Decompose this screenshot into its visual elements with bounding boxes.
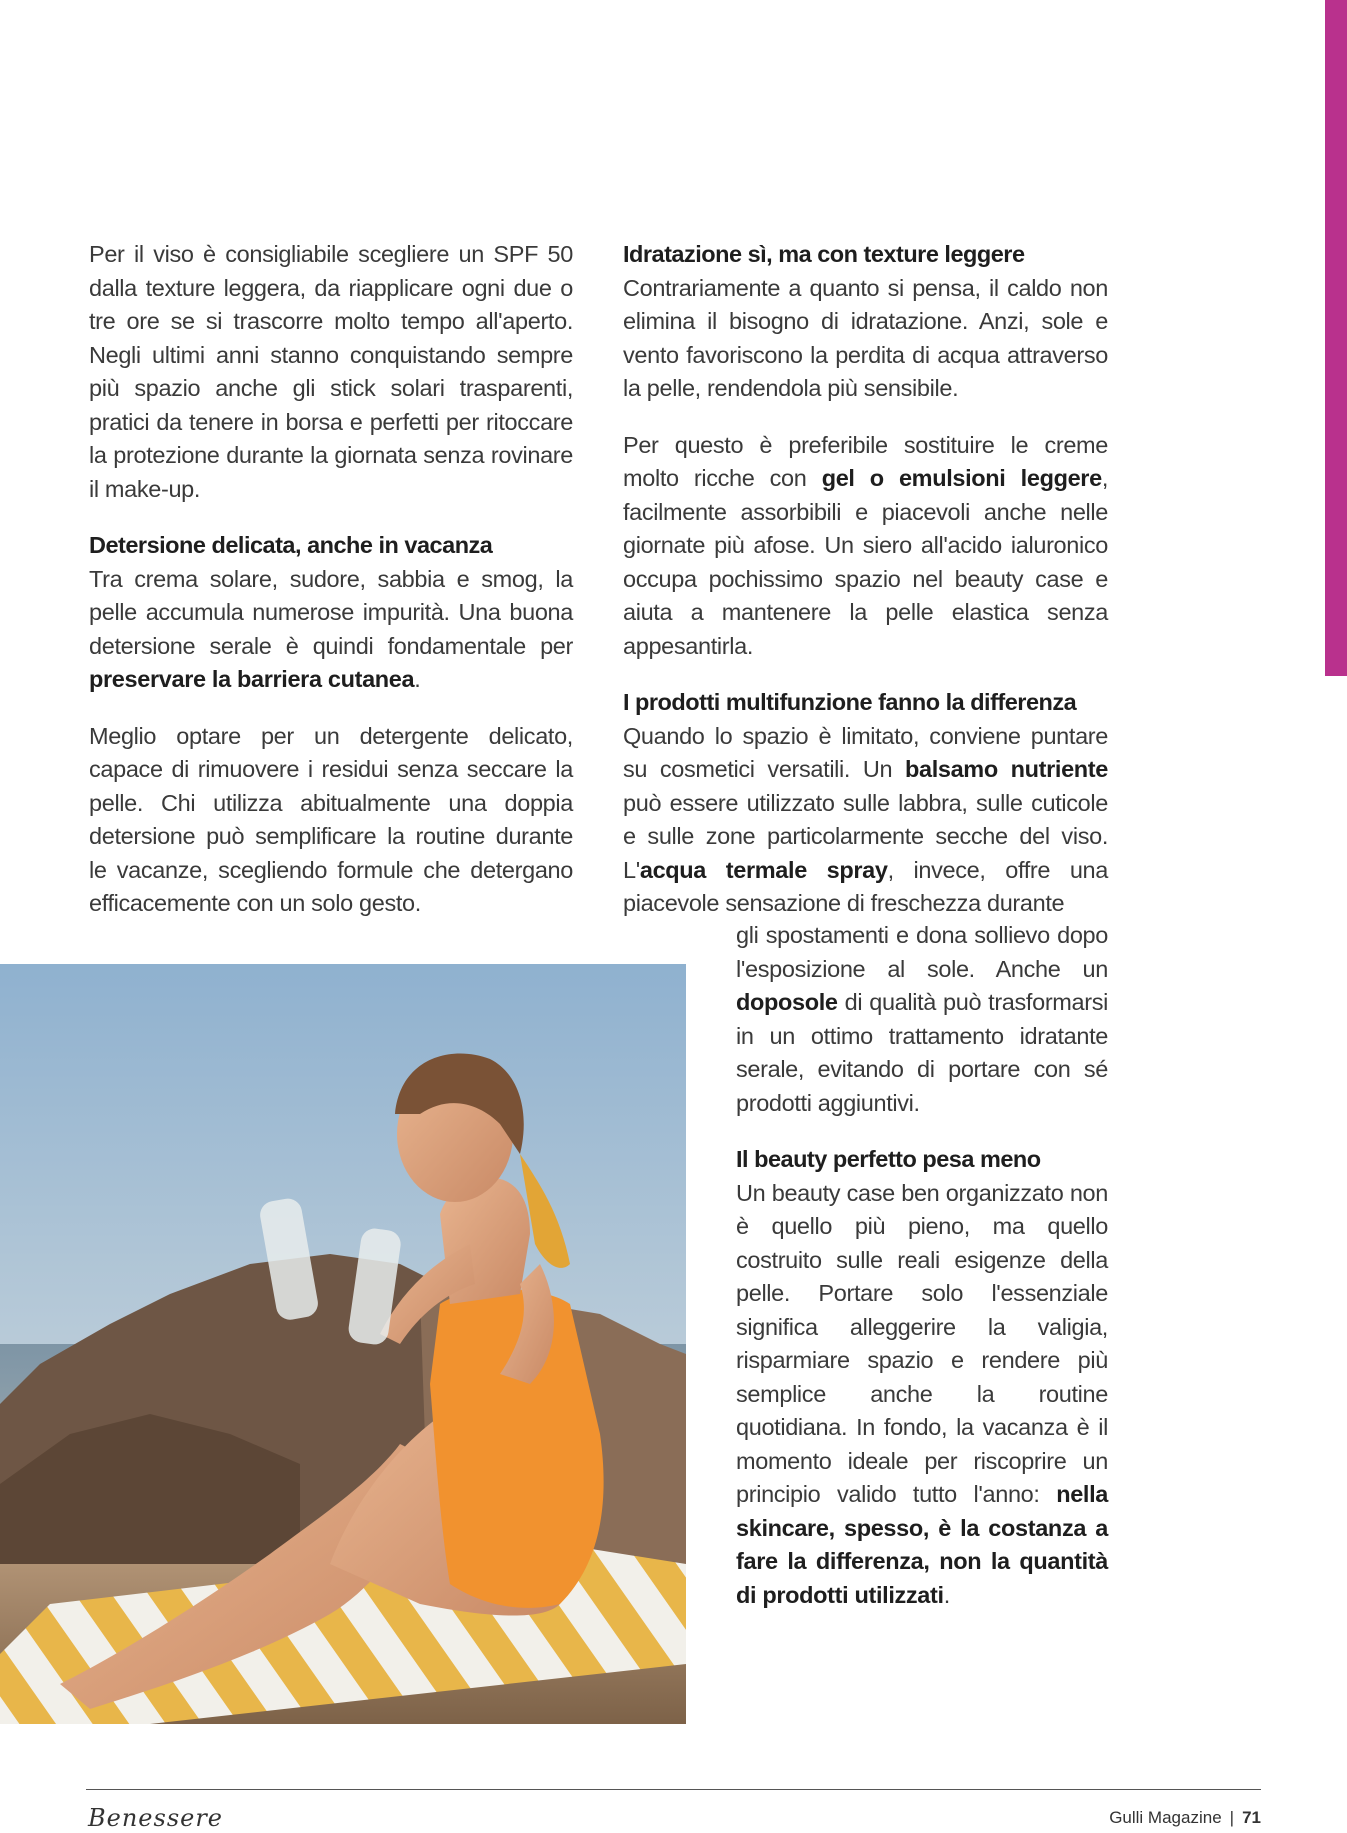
paragraph-multifunzione-cont: gli spostamenti e dona sollievo dopo l'esposizione al sole. Anche un doposole di qualità può trasformarsi in un ottimo trattamento idratante serale, evitando di portare con sé prodotti aggiuntivi. [736,922,1108,1116]
beach-photo [0,964,686,1724]
page-number: 71 [1242,1808,1261,1827]
section-label: Benessere [88,1804,224,1832]
heading-multifunzione: I prodotti multifunzione fanno la differenza [623,689,1077,715]
magazine-name: Gulli Magazine [1109,1808,1222,1827]
paragraph-detergente: Meglio optare per un detergente delicato, capace di rimuovere i residui senza seccare la pelle. Chi utilizza abitualmente una doppia detersione può semplificare la routine durante le vacanze, scegliendo formule che detergano efficacemente con un solo gesto. [89,722,573,916]
paragraph-idratazione: Contrariamente a quanto si pensa, il caldo non elimina il bisogno di idratazione. Anzi, sole e vento favoriscono la perdita di acqua attraverso la pelle, rendendola più sensibile. [623,274,1108,401]
heading-idratazione: Idratazione sì, ma con texture leggere [623,241,1025,267]
footer-rule [86,1789,1261,1790]
footer-right [1109,1808,1261,1828]
heading-detersione: Detersione delicata, anche in vacanza [89,532,493,558]
paragraph-detersione: Tra crema solare, sudore, sabbia e smog, la pelle accumula numerose impurità. Una buona detersione serale è quindi fondamentale per preservare la barriera cutanea. [89,565,573,692]
wrapped-column [736,919,1108,1635]
left-column [89,238,573,944]
paragraph-multifunzione: Quando lo spazio è limitato, conviene puntare su cosmetici versatili. Un balsamo nutriente può essere utilizzato sulle labbra, sulle cuticole e sulle zone particolarmente secche del viso. L'acqua termale spray, invece, offre una piacevole sensazione di freschezza durante [623,722,1109,916]
heading-beauty: Il beauty perfetto pesa meno [736,1146,1041,1172]
footer-separator: | [1229,1808,1235,1827]
paragraph-spf: Per il viso è consigliabile scegliere un SPF 50 dalla texture leggera, da riapplicare ogni due o tre ore se si trascorre molto tempo all'aperto. Negli ultimi anni stanno conquistando sempre più spazio anche gli stick solari trasparenti, pratici da tenere in borsa e perfetti per ritoccare la protezione durante la giornata senza rovinare il make-up. [89,241,573,502]
paragraph-beauty: Un beauty case ben organizzato non è quello più pieno, ma quello costruito sulle reali esigenze della pelle. Portare solo l'essenziale significa alleggerire la valigia, risparmiare spazio e rendere più semplice anche la routine quotidiana. In fondo, la vacanza è il momento ideale per riscoprire un principio valido tutto l'anno: nella skincare, spesso, è la costanza a fare la differenza, non la quantità di prodotti utilizzati. [736,1179,1108,1608]
paragraph-texture: Per questo è preferibile sostituire le creme molto ricche con gel o emulsioni leggere, facilmente assorbibili e piacevoli anche nelle giornate più afose. Un siero all'acido ialuronico occupa pochissimo spazio nel beauty case e aiuta a mantenere la pelle elastica senza appesantirla. [623,431,1108,659]
right-column [623,238,1108,921]
accent-bar [1325,0,1347,676]
